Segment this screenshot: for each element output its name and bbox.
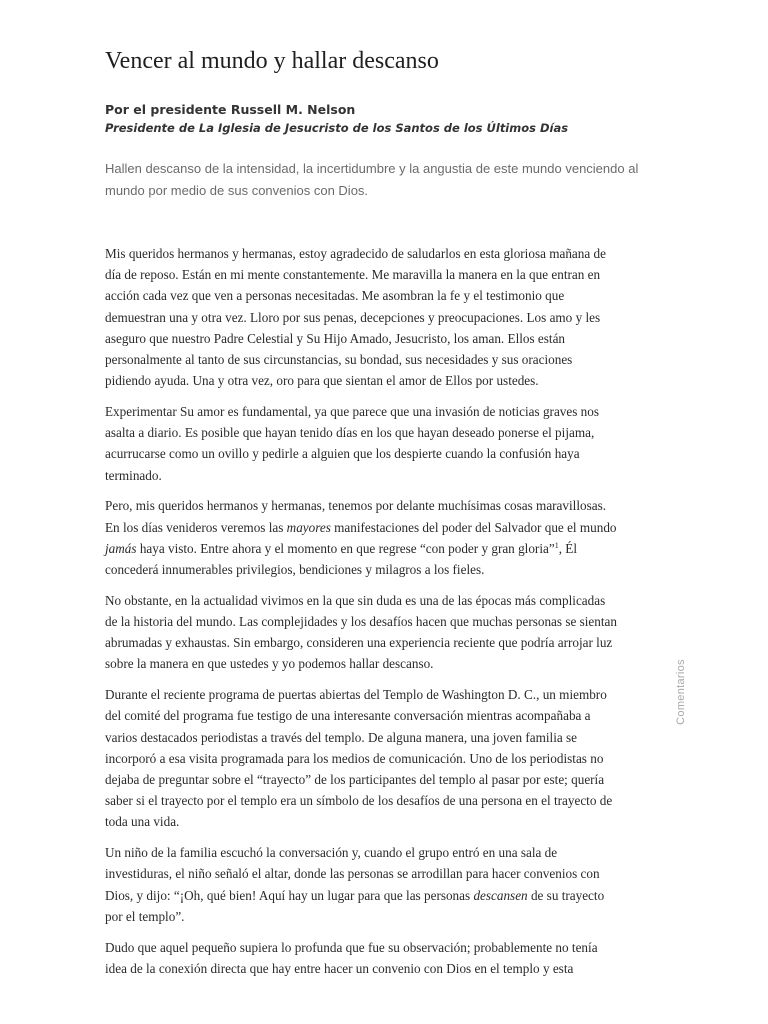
comments-label: Comentarios <box>675 659 687 725</box>
body-line: saber si el trayecto por el templo era un símbolo de los desafíos de una persona en el trayecto de <box>105 793 613 809</box>
text-run: de su trayecto <box>527 887 605 903</box>
body-line: dejaba de preguntar sobre el “trayecto” de los participantes del templo al pasar por este; quería <box>105 772 605 788</box>
body-line: Mis queridos hermanos y hermanas, estoy agradecido de saludarlos en esta gloriosa mañana de <box>105 246 606 261</box>
body-line: varios destacados periodistas a través del templo. De alguna manera, una joven familia se <box>105 729 578 745</box>
body-line: Experimentar Su amor es fundamental, ya que parece que una invasión de noticias graves nos <box>105 404 599 420</box>
body-line: terminado. <box>105 467 162 483</box>
body-line: abrumadas y exhaustas. Sin embargo, consideren una experiencia reciente que podría arrojar luz <box>105 635 613 651</box>
article-intro <box>105 158 658 202</box>
footnote-link[interactable]: 1 <box>554 540 559 550</box>
body-line: aseguro que nuestro Padre Celestial y Su Hijo Amado, Jesucristo, los aman. Ellos están <box>105 330 566 346</box>
body-line: acurrucarse como un ovillo y pedirle a alguien que los despierte cuando la confusión haya <box>105 446 580 462</box>
body-line: por el templo”. <box>105 908 185 924</box>
body-line: idea de la conexión directa que hay entre hacer un convenio con Dios en el templo y esta <box>105 960 574 976</box>
body-line: día de reposo. Están en mi mente constantemente. Me maravilla la manera en la que entran en <box>105 267 601 283</box>
body-line <box>105 517 658 538</box>
intro-line: Hallen descanso de la intensidad, la incertidumbre y la angustia de este mundo venciendo al <box>105 161 639 176</box>
body-line: incorporó a esa visita programada para los medios de comunicación. Uno de los periodistas no <box>105 750 604 766</box>
article-title: Vencer al mundo y hallar descanso <box>105 48 439 74</box>
text-run: En los días venideros veremos las <box>105 519 287 535</box>
author-byline: Por el presidente Russell M. Nelson <box>105 102 356 117</box>
body-line: concederá innumerables privilegios, bendiciones y milagros a los fieles. <box>105 562 485 578</box>
emphasis: descansen <box>473 887 528 903</box>
body-line <box>105 885 658 906</box>
body-line: asalta a diario. Es posible que hayan tenido días en los que hayan deseado ponerse el pijama, <box>105 425 595 441</box>
body-line: No obstante, en la actualidad vivimos en la que sin duda es una de las épocas más complicadas <box>105 592 606 608</box>
body-line: Durante el reciente programa de puertas abiertas del Templo de Washington D. C., un miembro <box>105 687 607 703</box>
body-line: Pero, mis queridos hermanos y hermanas, tenemos por delante muchísimas cosas maravillosas. <box>105 498 607 514</box>
paragraph <box>105 590 658 675</box>
body-line <box>105 538 658 559</box>
paragraph <box>105 842 658 927</box>
article-body <box>105 243 658 989</box>
body-line: del comité del programa fue testigo de una interesante conversación mientras acompañaba a <box>105 708 591 724</box>
comments-button[interactable] <box>674 651 688 733</box>
body-line: Dudo que aquel pequeño supiera lo profunda que fue su observación; probablemente no tenía <box>105 939 598 955</box>
body-line: Un niño de la familia escuchó la conversación y, cuando el grupo entró en una sala de <box>105 845 558 861</box>
paragraph <box>105 495 658 580</box>
body-line: pidiendo ayuda. Una y otra vez, oro para que sientan el amor de Ellos por ustedes. <box>105 373 539 389</box>
body-line: personalmente al tanto de sus circunstancias, su bondad, sus necesidades y sus oraciones <box>105 352 573 368</box>
text-run: , Él <box>558 540 578 556</box>
text-run: haya visto. Entre ahora y el momento en que regrese “con poder y gran gloria” <box>136 540 555 556</box>
emphasis: mayores <box>286 519 331 535</box>
emphasis: jamás <box>105 540 137 556</box>
body-line: de la historia del mundo. Las complejidades y los desafíos hacen que muchas personas se sientan <box>105 614 617 630</box>
paragraph <box>105 401 658 486</box>
text-run: Dios, y dijo: “¡Oh, qué bien! Aquí hay un lugar para que las personas <box>105 887 474 903</box>
intro-line: mundo por medio de sus convenios con Dios. <box>105 183 369 198</box>
paragraph <box>105 243 658 391</box>
author-calling: Presidente de La Iglesia de Jesucristo de los Santos de los Últimos Días <box>105 121 569 135</box>
body-line: acción cada vez que ven a personas necesitadas. Me asombran la fe y el testimonio que <box>105 288 565 304</box>
body-line: demuestran una y otra vez. Lloro por sus penas, decepciones y preocupaciones. Los amo y les <box>105 309 601 325</box>
body-line: toda una vida. <box>105 814 180 830</box>
body-line: investiduras, el niño señaló el altar, donde las personas se arrodillan para hacer convenios con <box>105 866 600 882</box>
text-run: manifestaciones del poder del Salvador que el mundo <box>330 519 617 535</box>
body-line: sobre la manera en que ustedes y yo podemos hallar descanso. <box>105 656 434 672</box>
paragraph <box>105 937 658 979</box>
paragraph <box>105 684 658 832</box>
